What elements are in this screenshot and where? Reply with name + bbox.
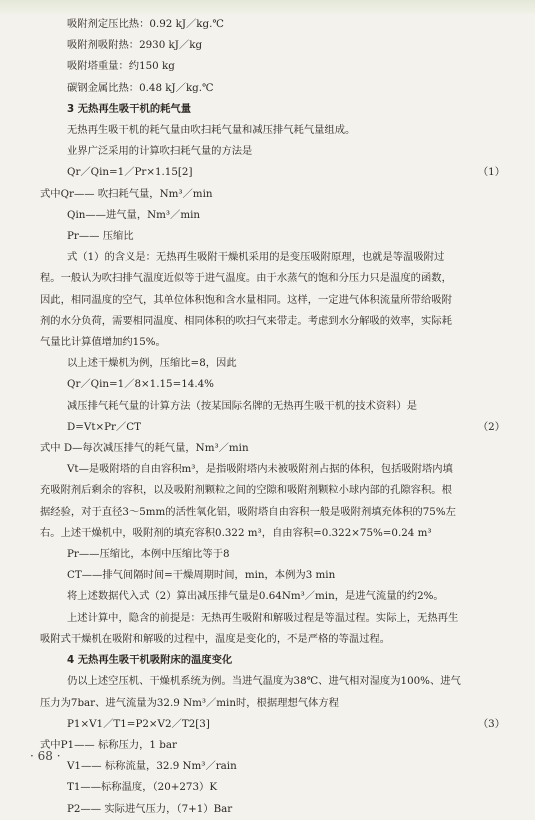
section-heading-3: 3 无热再生吸干机的耗气量: [67, 102, 192, 115]
top-band: [0, 0, 535, 14]
equation-number: （2）: [477, 420, 505, 433]
variable-definition: Pr—— 压缩比: [67, 230, 134, 243]
variable-definition: V1—— 标称流量，32.9 Nm³／rain: [67, 760, 237, 773]
body-text: [40, 14, 505, 820]
paragraph-line: 压力为7bar、进气流量为32.9 Nm³／min时，根据理想气体方程: [40, 696, 339, 709]
paragraph-line: 上述计算中，隐含的前提是：无热再生吸附和解吸过程是等温过程。实际上，无热再生: [67, 611, 459, 624]
spec-line: 吸附剂吸附热：2930 kJ／kg: [67, 39, 203, 52]
formula-line: Qr／Qin=1／8×1.15=14.4%: [67, 378, 214, 391]
variable-definition: Pr——压缩比，本例中压缩比等于8: [67, 548, 230, 561]
equation-2: [40, 417, 505, 438]
paragraph-line: 减压排气耗气量的计算方法（按某国际名牌的无热再生吸干机的技术资料）是: [67, 399, 418, 412]
equation-text: D=Vt×Pr／CT: [67, 420, 141, 433]
equation-1: [40, 162, 505, 183]
equation-text: P1×V1／T1=P2×V2／T2[3]: [67, 717, 210, 730]
paragraph-line: 据经验，对于直径3～5mm的活性氧化铝，吸附塔自由容积一般是吸附剂填充体积的75%左: [40, 505, 456, 518]
equation-number: （1）: [477, 166, 505, 179]
paragraph-line: 吸附式干燥机在吸附和解吸的过程中，温度是变化的，不是严格的等温过程。: [40, 632, 391, 645]
spec-line: 吸附塔重量：约150 kg: [67, 60, 175, 73]
paragraph-line: 业界广泛采用的计算吹扫耗气量的方法是: [67, 145, 253, 158]
variable-definition: P2—— 实际进气压力，（7+1）Bar: [67, 802, 233, 815]
equation-text: Qr／Qin=1／Pr×1.15[2]: [67, 166, 193, 179]
paragraph-line: 剂的水分负荷，需要相同温度、相同体积的吹扫气来带走。考虑到水分解吸的效率，实际耗: [40, 314, 452, 327]
paragraph-line: 仍以上述空压机、干燥机系统为例。当进气温度为38℃、进气相对湿度为100%、进气: [67, 675, 461, 688]
spec-line: 碳钢金属比热：0.48 kJ／kg.℃: [67, 81, 214, 94]
variable-definition: CT——排气间隔时间=干燥周期时间，min，本例为3 min: [67, 569, 336, 582]
paragraph-line: 因此，相同温度的空气，其单位体积饱和含水量相同。这样，一定进气体积流量所带给吸附: [40, 293, 452, 306]
spec-line: 吸附剂定压比热：0.92 kJ／kg.℃: [67, 18, 224, 30]
section-heading-4: 4 无热再生吸干机吸附床的温度变化: [67, 654, 233, 667]
paragraph-line: 程。一般认为吹扫排气温度近似等于进气温度。由于水蒸气的饱和分压力只是温度的函数，: [40, 272, 452, 285]
variable-definition: Qin——进气量，Nm³／min: [67, 208, 201, 221]
paragraph-line: 无热再生吸干机的耗气量由吹扫耗气量和减压排气耗气量组成。: [67, 124, 356, 137]
equation-number: （3）: [477, 717, 505, 730]
paragraph-line: 气量比计算值增加约15%。: [40, 336, 166, 349]
paragraph-line: 式（1）的含义是：无热再生吸附干燥机采用的是变压吸附原理，也就是等温吸附过: [67, 251, 445, 264]
paragraph-line: 充吸附剂后剩余的容积，以及吸附剂颗粒之间的空隙和吸附剂颗粒小球内部的孔隙容积。根: [40, 484, 452, 497]
paragraph-line: Vt—是吸附塔的自由容积m³，是指吸附塔内未被吸附剂占据的体积，包括吸附塔内填: [67, 463, 453, 476]
paragraph-line: 右。上述干燥机中，吸附剂的填充容积0.322 m³，自由容积=0.322×75%=0.24 m³: [40, 526, 432, 539]
equation-3: [40, 714, 505, 735]
variable-definition: 式中P1—— 标称压力，1 bar: [40, 738, 177, 751]
paragraph-line: 将上述数据代入式（2）算出减压排气量是0.64Nm³／min，是进气流量的约2%。: [67, 590, 444, 603]
variable-definition: T1——标称温度，（20+273）K: [67, 781, 218, 794]
variable-definition: 式中Qr—— 吹扫耗气量，Nm³／min: [40, 187, 213, 200]
paragraph-line: 以上述干燥机为例，压缩比=8，因此: [67, 357, 237, 370]
variable-definition: 式中 D—每次减压排气的耗气量，Nm³／min: [40, 442, 249, 455]
page-number: · 68 ·: [30, 749, 61, 763]
